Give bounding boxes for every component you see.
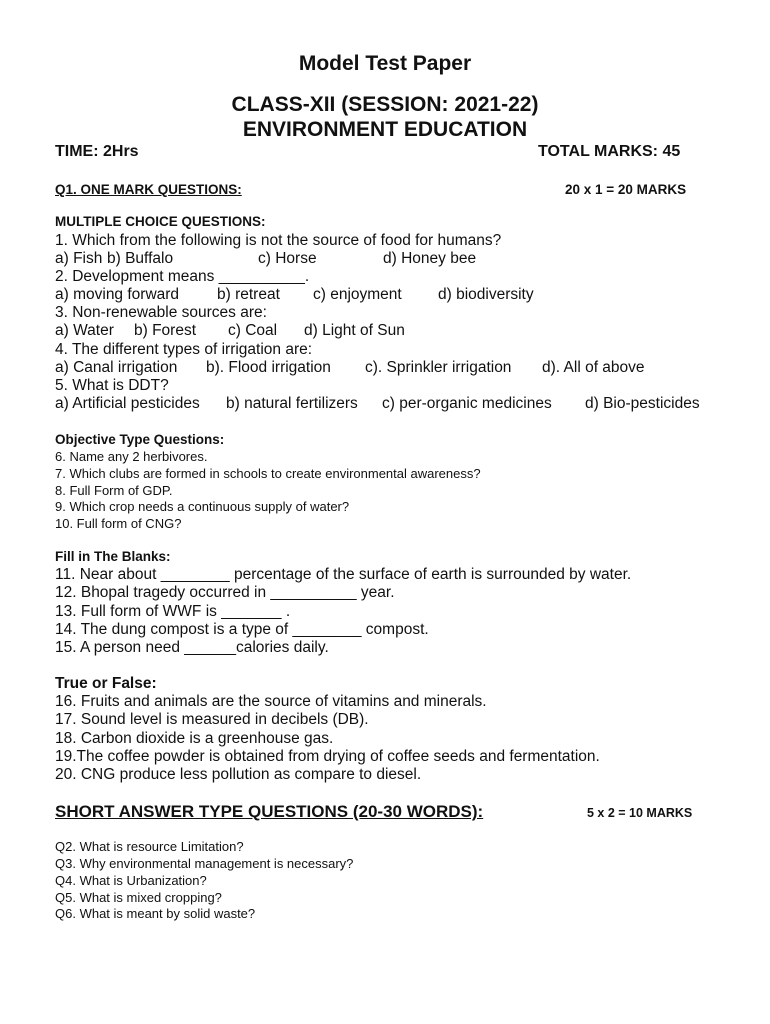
mcq-option: d) Light of Sun [304,322,405,339]
mcq-option: a) Fish [55,250,103,267]
truefalse-item: 17. Sound level is measured in decibels (DB). [55,711,369,728]
truefalse-item: 19.The coffee powder is obtained from drying of coffee seeds and fermentation. [55,748,600,765]
mcq-options-row [55,359,755,379]
mcq-option: a) Artificial pesticides [55,395,200,412]
mcq-option: c) Coal [228,322,278,339]
fill-item: 15. A person need ______calories daily. [55,639,329,656]
short-answer-marks: 5 x 2 = 10 MARKS [587,806,693,820]
fill-item: 12. Bhopal tragedy occurred in __________ year. [55,584,395,601]
mcq-question: 2. Development means __________. [55,268,310,285]
objective-item: 7. Which clubs are formed in schools to create environmental awareness? [55,466,481,481]
truefalse-heading: True or False: [55,675,157,692]
mcq-options-row [55,322,755,342]
mcq-option: c) enjoyment [313,286,402,303]
mcq-option: b) Forest [134,322,197,339]
mcq-option: d) Honey bee [383,250,477,267]
mcq-question: 1. Which from the following is not the source of food for humans? [55,232,502,249]
mcq-option: c) per-organic medicines [382,395,552,412]
fill-item: 14. The dung compost is a type of ________ compost. [55,621,429,638]
objective-item: 10. Full form of CNG? [55,516,182,531]
mcq-option: b) retreat [217,286,280,303]
mcq-options-row [55,286,755,306]
mcq-option: d) biodiversity [438,286,534,303]
truefalse-item: 16. Fruits and animals are the source of vitamins and minerals. [55,693,487,710]
subject-title: ENVIRONMENT EDUCATION [242,118,528,141]
truefalse-item: 18. Carbon dioxide is a greenhouse gas. [55,730,334,747]
mcq-option: a) Water [55,322,114,339]
fill-item: 13. Full form of WWF is _______ . [55,603,291,620]
objective-item: 8. Full Form of GDP. [55,483,173,498]
mcq-option: a) moving forward [55,286,180,303]
short-answer-item: Q4. What is Urbanization? [55,873,207,888]
mcq-option: b) natural fertilizers [226,395,358,412]
short-answer-item: Q3. Why environmental management is necessary? [55,856,354,871]
paper-title: Model Test Paper [298,52,472,75]
q1-heading: Q1. ONE MARK QUESTIONS: [55,182,242,197]
class-session: CLASS-XII (SESSION: 2021-22) [231,93,539,116]
mcq-option: d). All of above [542,359,645,376]
mcq-option: b). Flood irrigation [206,359,331,376]
short-answer-heading: SHORT ANSWER TYPE QUESTIONS (20-30 WORDS): [55,802,484,821]
short-answer-item: Q5. What is mixed cropping? [55,890,222,905]
q1-marks: 20 x 1 = 20 MARKS [565,182,687,197]
mcq-options-row [55,395,755,415]
short-answer-item: Q2. What is resource Limitation? [55,839,244,854]
mcq-question: 5. What is DDT? [55,377,169,394]
fill-item: 11. Near about ________ percentage of the surface of earth is surrounded by water. [55,566,632,583]
objective-item: 6. Name any 2 herbivores. [55,449,208,464]
mcq-question: 3. Non-renewable sources are: [55,304,267,321]
fill-heading: Fill in The Blanks: [55,549,171,564]
mcq-options-row [55,250,755,270]
objective-item: 9. Which crop needs a continuous supply of water? [55,499,350,514]
mcq-option: a) Canal irrigation [55,359,178,376]
truefalse-item: 20. CNG produce less pollution as compare to diesel. [55,766,422,783]
mcq-question: 4. The different types of irrigation are: [55,341,313,358]
total-marks-label: TOTAL MARKS: 45 [538,143,681,160]
short-answer-item: Q6. What is meant by solid waste? [55,906,256,921]
mcq-option: c) Horse [258,250,317,267]
mcq-option: b) Buffalo [107,250,174,267]
time-label: TIME: 2Hrs [55,143,139,160]
mcq-heading: MULTIPLE CHOICE QUESTIONS: [55,214,266,229]
mcq-option: c). Sprinkler irrigation [365,359,512,376]
objective-heading: Objective Type Questions: [55,432,225,447]
mcq-option: d) Bio-pesticides [585,395,700,412]
